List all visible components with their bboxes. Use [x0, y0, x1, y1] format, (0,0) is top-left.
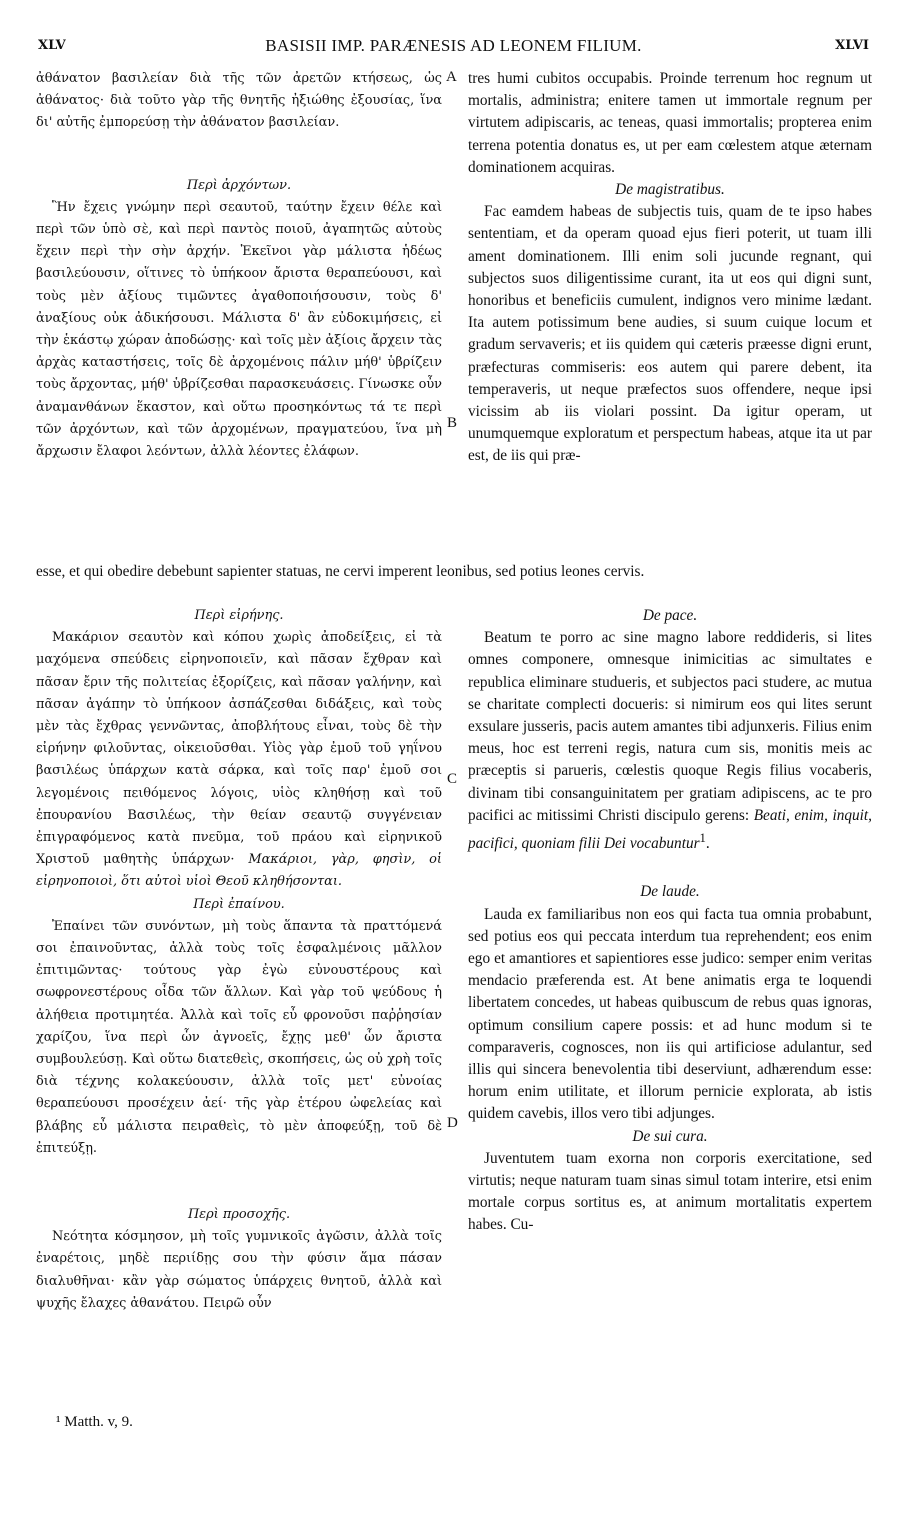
greek-quote-eirene: Μακάριοι, γὰρ, φησὶν, οἱ εἰρηνοποιοὶ, ὅτι αὐτοὶ υἱοὶ Θεοῦ κληθήσονται.	[36, 852, 442, 890]
greek-column-top	[36, 68, 442, 463]
latin-text-pax-body: Beatum te porro ac sine magno labore reddideris, si lites omnes componere, omnesque inimicitias ac simultates e republica eliminare studueris, et subjectos paci studere, ac mutua se charitate complecti docueris: si nimirum eos qui lites serunt exsulare jusseris, pacis autem amantes tibi adjunxeris. Filius enim meus, hoc est terreni regis, natura cum sis, monitis meis ac præceptis si parueris, cœlestis quoque Regis filius vocaberis, divinam tibi consanguinitatem per gratiam adipiscens, ac te pro pacifici ac mitissimi Christi discipulo gerens:	[468, 629, 872, 824]
latin-heading-cura: De sui cura.	[632, 1127, 708, 1145]
margin-letter-d: D	[447, 1115, 458, 1131]
margin-letter-c: C	[447, 771, 458, 787]
page-number-left: XLV	[38, 38, 66, 53]
footnote: ¹ Matth. v, 9.	[56, 1414, 133, 1430]
margin-letter-b: B	[447, 415, 458, 431]
latin-intro-text: tres humi cubitos occupabis. Proinde terrenum hoc regnum ut mortalis, administra; enitere tamen ut immortale regnum per virtutem adipiscaris, ac teneas, quasi immortalis; propterea enim terrena potentia donatus es, ut per eam cœlestem atque æternam dominationem acquiras.	[468, 70, 872, 176]
greek-heading-eirene: Περὶ εἰρήνης.	[194, 608, 284, 623]
greek-heading-archontes: Περὶ ἀρχόντων.	[186, 177, 292, 193]
latin-text-pax: Beatum te porro ac sine magno labore reddideris, si lites omnes componere, omnesque inimicitias ac simultates e republica eliminare studueris, et subjectos paci studere, ac mutua se charitate complecti docueris: si nimirum eos qui lites serunt exsulare jusseris, pacis autem amantes tibi adjunxeris. Filius enim meus, hoc est terreni regis, natura cum sis, monitis meis ac præceptis si parueris, cœlestis quoque Regis filius vocaberis, divinam tibi consanguinitatem per gratiam adipiscens, ac te pro pacifici ac mitissimi Christi discipulo gerens: Beati, enim, inquit, pacifici, quoniam filii Dei vocabuntur$^1$.	[468, 629, 872, 853]
greek-text-prosoche: Νεότητα κόσμησον, μὴ τοῖς γυμνικοῖς ἀγῶσιν, ἀλλὰ τοῖς ἐναρέτοις, μηδὲ περιίδῃς σου τὴν φύσιν ἅμα πάσαν διαλυθῆναι· κἂν γὰρ σώματος ὑπάρχεις θνητοῦ, ἀλλὰ καὶ ψυχῆς ἔλαχες ἀθανάτου. Πειρῶ οὖν	[36, 1229, 442, 1311]
greek-text-archontes: Ἣν ἔχεις γνώμην περὶ σεαυτοῦ, ταύτην ἔχειν θέλε καὶ περὶ τῶν ὑπὸ σὲ, καὶ περὶ παντὸς ποιοῦ, ἀγαπητῶς αὐτοὺς ἔχειν περὶ τὴν σὴν ἀρχήν. Ἐκεῖνοι γὰρ μάλιστα ἡδέως βασιλεύουσιν, οἵτινες τὸ ὑπήκοον ἄριστα θεραπεύουσι, καὶ τοὺς μὲν ἀξίους τιμῶντες ἀγαθοποιήσουσιν, τοὺς δ' ἀναξίους οὐκ ἀδικήσουσι. Μάλιστα δ' ἂν εὐδοκιμήσεις, εἰ τὴν ἑκάστῳ χώραν ἀποδώσῃς· καὶ τοῖς μὲν ἀξίοις ἄρχειν τὰς ἀρχὰς καταστήσεις, τοῖς δὲ ἀρχομένοις πάλιν μήθ' ὑβρίζειν τοὺς ἄρχοντας, μήθ' ὑβρίζεσθαι παρασκευάσεις. Γίνωσκε οὖν ἀναμανθάνων ἕκαστον, καὶ οὕτω προσηκόντως τά τε περὶ τῶν ἀρχόντων, καὶ τῶν ἀρχομένων, πραγματεύου, ἵνα μὴ ἄρχωσιν ἔλαφοι λεόντων, ἀλλὰ λέοντες ἐλάφων.	[36, 199, 442, 460]
latin-heading-pax: De pace.	[642, 607, 698, 624]
greek-text-eirene-body: Μακάριον σεαυτὸν καὶ κόπου χωρὶς ἀποδείξεις, εἰ τὰ μαχόμενα σπεύδεις εἰρηνοποιεῖν, καὶ πᾶσαν ἔχθραν καὶ πᾶσαν ἔριν τῆς πολιτείας ἐξορίζεις, καὶ πᾶσαν γαλήνην, καὶ πᾶσαν ἀγάπην τὸ ὑπήκοον ἀσπάζεσθαι διδάξεις, καὶ τοὺς μὲν τὰς ἔχθρας γεννῶντας, ἀποβλήτους εἶναι, τοὺς δὲ τὴν εἰρήνην φιλοῦντας, οἰκειοῦσθαι. Υἱὸς γὰρ ἐμοῦ τοῦ γηΐνου βασιλέως ὑπάρχων κατὰ σάρκα, καὶ τοῖς παρ' ἐμοῦ σοι λεγομένοις πειθόμενος λόγοις, υἱὸς κληθήσῃ καὶ τοῦ ἐπουρανίου Βασιλέως, τὴν θείαν σεαυτῷ συγγένειαν ἐπιγραφόμενος κατὰ πνεῦμα, τοῦ πράου καὶ εἰρηνικοῦ Χριστοῦ μαθητὴς ὑπάρχων·	[36, 630, 442, 868]
greek-column-bottom	[36, 605, 442, 1315]
latin-text-laus: Lauda ex familiaribus non eos qui facta tua omnia probabunt, sed potius eos qui peccata interdum tua reprehendent; eos enim ego et amantiores et sapientiores esse judico: semper enim veritas mendacio præferenda est. At bene animatis erga te loquendi libertatem concedes, ut habeas quibuscum de rebus quas ignoras, optimum consilium capere possis: et ad hunc modum si te comparaveris, cognosces, non iis qui artificiose adulantur, sed illis qui sincera benevolentia tibi deserviunt, adhærendum esse: horum enim utilitate, et illorum pernicie explorata, ab istis quidem cavebis, illos vero tibi adjunges.	[468, 905, 872, 1123]
latin-column-top	[468, 68, 872, 468]
latin-text-cura: Juventutem tuam exorna non corporis exercitatione, sed virtutis; neque naturam tuam sinas simul totam interire, etsi enim mortale corpus sortitus es, at animum mortalitatis expertem habes. Cu-	[468, 1149, 872, 1234]
page-number-right: XLVI	[835, 38, 869, 53]
margin-letter-a: A	[446, 69, 457, 85]
greek-intro-text: ἀθάνατον βασιλείαν διὰ τῆς τῶν ἀρετῶν κτήσεως, ὡς ἀθάνατος· διὰ τοῦτο γὰρ τῆς θνητῆς ἠξιώθης ἐξουσίας, ἵνα δι' αὐτῆς ἐμπορεύσῃ τὴν ἀθάνατον βασιλείαν.	[36, 71, 442, 131]
greek-heading-prosoche: Περὶ προσοχῆς.	[187, 1207, 291, 1223]
greek-heading-epainos: Περὶ ἐπαίνου.	[193, 896, 285, 912]
latin-heading-laus: De laude.	[640, 883, 700, 901]
footnote-reference: 1	[699, 831, 706, 846]
latin-text-magistratus: Fac eamdem habeas de subjectis tuis, quam de te ipso habes sententiam, et da operam quoad ejus fieri poterit, ut tuam illi ament dominationem. Illi enim soli jucunde regnant, qui subjectos suos diligentissime curant, ita ut eos qui digni sunt, honoribus et beneficiis cumulent, indignos vero minime lædant. Ita autem potissimum bene audies, si suum cuique locum et gradum servaveris; et iis quidem qui cæteris præesse digni erunt, præfecturas commiseris: eos autem qui parere debent, ita temperaveris, ut neque præfectos suos offendere, neque ipsi vicissim ab iis violari possint. Da igitur operam, ut unumquemque exploratum et perspectum habeas, atque ita ut par est, de iis qui præ-	[468, 203, 872, 465]
greek-text-epainos: Ἐπαίνει τῶν συνόντων, μὴ τοὺς ἅπαντα τὰ πραττόμενά σοι ἐπαινοῦντας, ἀλλὰ τοὺς τοῖς ἐσφαλμένοις μᾶλλον ἐπιτιμῶντας· τούτους γὰρ ἐγὼ εὐνουστέρους καὶ σωφρονεστέρους οἶδα τῶν ἄλλων. Καὶ γὰρ τοῦ ψεύδους ἡ ἀλήθεια προτιμητέα. Ἀλλὰ καὶ τοῖς εὖ φρονοῦσι παῤῥησίαν χαρίζου, ἵνα περὶ ὧν ἀγνοεῖς, ἔχῃς μεθ' ὧν ἄριστα συμβουλεύσῃ. Καὶ οὕτω διατεθεὶς, σκοπήσεις, ὡς οὐ χρὴ τοῖς διὰ τέχνης κολακεύουσιν, ἀλλὰ τοῖς μετ' εὐνοίας θεραπεύουσι προσέχειν ἀεί· τῆς γὰρ ἑτέρου ὠφελείας καὶ βλάβης εὖ μάλιστα πειραθεὶς, τὸ μὲν ἀποφεύξῃ, τοῦ δὲ ἐπιτεύξῃ.	[36, 918, 442, 1156]
latin-column-bottom	[468, 605, 872, 1237]
running-title: BASISII IMP. PARÆNESIS AD LEONEM FILIUM.	[265, 36, 642, 55]
latin-heading-magistratus: De magistratibus.	[615, 181, 725, 199]
greek-text-eirene	[36, 627, 442, 893]
latin-quote-pax: Beati, enim, inquit, pacifici, quoniam filii Dei vocabuntur	[468, 806, 872, 853]
latin-full-width-continuation: esse, et qui obedire debebunt sapienter statuas, ne cervi imperent leonibus, sed potius leones cervis.	[36, 563, 645, 580]
